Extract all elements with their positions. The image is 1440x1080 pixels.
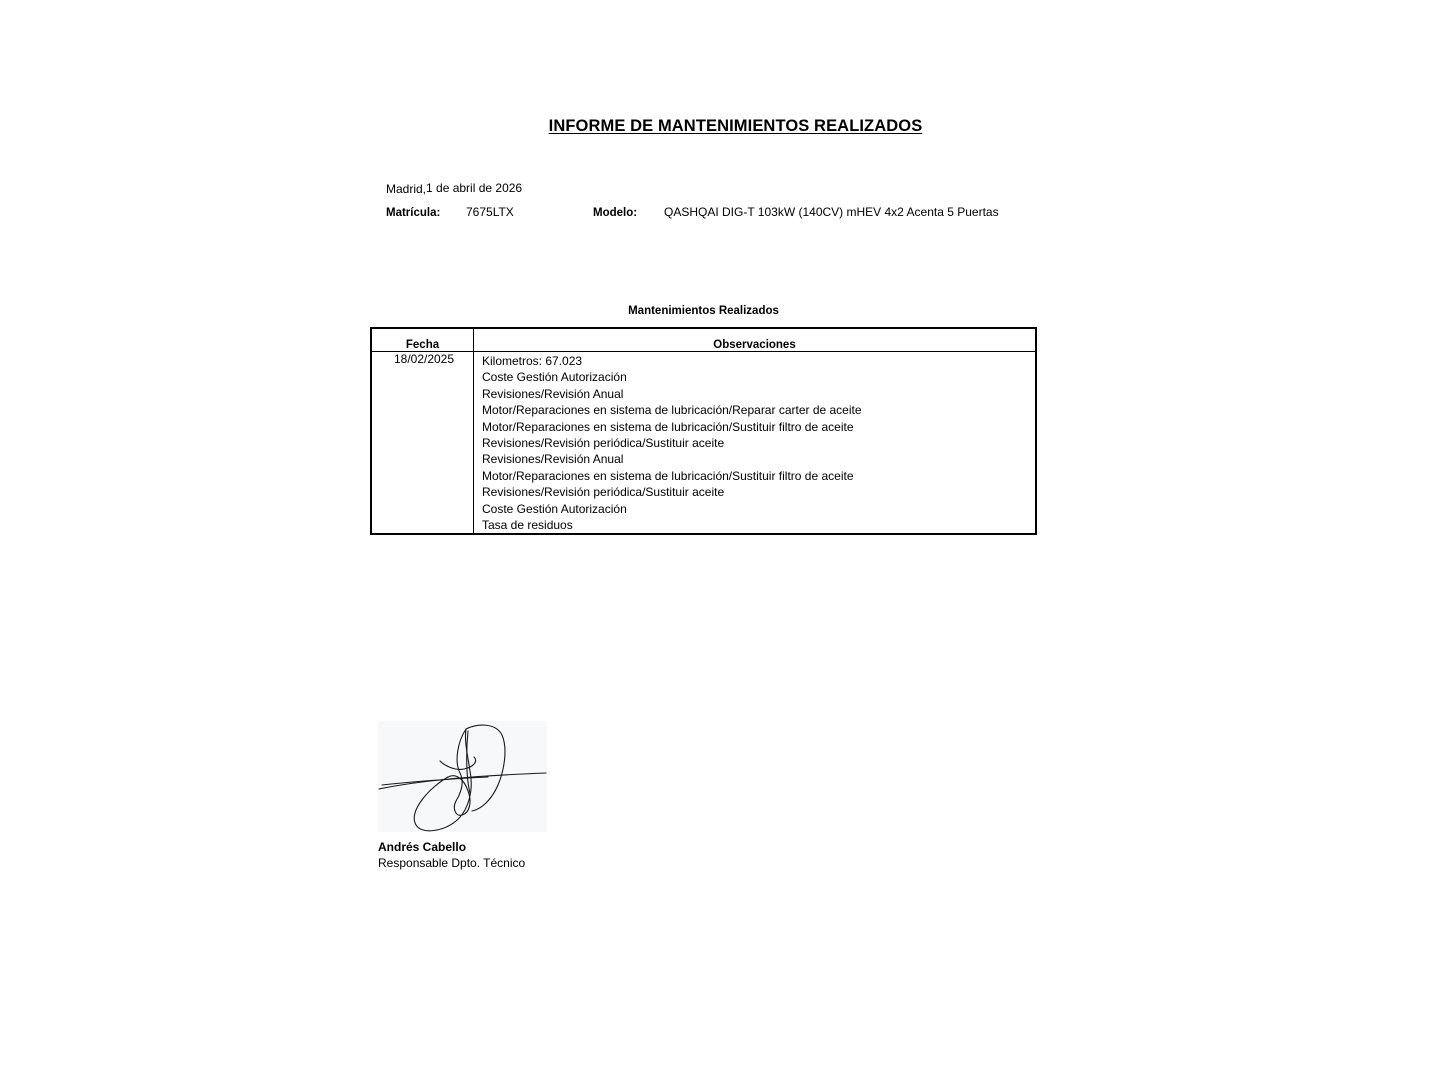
vehicle-info [386, 205, 1086, 225]
observations-list [482, 353, 862, 533]
date: 1 de abril de 2026 [426, 181, 523, 195]
signer-name: Andrés Cabello [378, 840, 467, 854]
model-label: Modelo: [593, 207, 638, 219]
observation-item: Motor/Reparaciones en sistema de lubricación/Sustituir filtro de aceite [482, 419, 854, 434]
model-value: QASHQAI DIG-T 103kW (140CV) mHEV 4x2 Acenta 5 Puertas [664, 205, 999, 219]
maintenance-table [370, 327, 1037, 535]
observation-item: Revisiones/Revisión periódica/Sustituir aceite [482, 435, 725, 450]
place-date [386, 181, 522, 195]
observation-item: Kilometros: 67.023 [482, 354, 583, 368]
observation-item: Motor/Reparaciones en sistema de lubricación/Sustituir filtro de aceite [482, 468, 854, 483]
observation-item: Motor/Reparaciones en sistema de lubricación/Reparar carter de aceite [482, 403, 862, 418]
plate-label: Matrícula: [386, 207, 441, 219]
signature-image [378, 721, 547, 832]
document-title: INFORME DE MANTENIMIENTOS REALIZADOS [548, 117, 923, 135]
section-title: Mantenimientos Realizados [628, 305, 779, 317]
observation-item: Revisiones/Revisión periódica/Sustituir aceite [482, 485, 725, 500]
observation-item: Coste Gestión Autorización [482, 370, 627, 385]
observation-item: Revisiones/Revisión Anual [482, 386, 624, 401]
row-date: 18/02/2025 [393, 352, 455, 366]
observation-item: Tasa de residuos [482, 517, 573, 532]
column-header-observaciones: Observaciones [713, 339, 796, 351]
observation-item: Coste Gestión Autorización [482, 501, 627, 516]
place: Madrid, [386, 182, 427, 196]
observation-item: Revisiones/Revisión Anual [482, 452, 624, 467]
column-header-fecha: Fecha [405, 339, 440, 351]
plate-value: 7675LTX [466, 205, 514, 219]
signer-role: Responsable Dpto. Técnico [378, 856, 526, 870]
